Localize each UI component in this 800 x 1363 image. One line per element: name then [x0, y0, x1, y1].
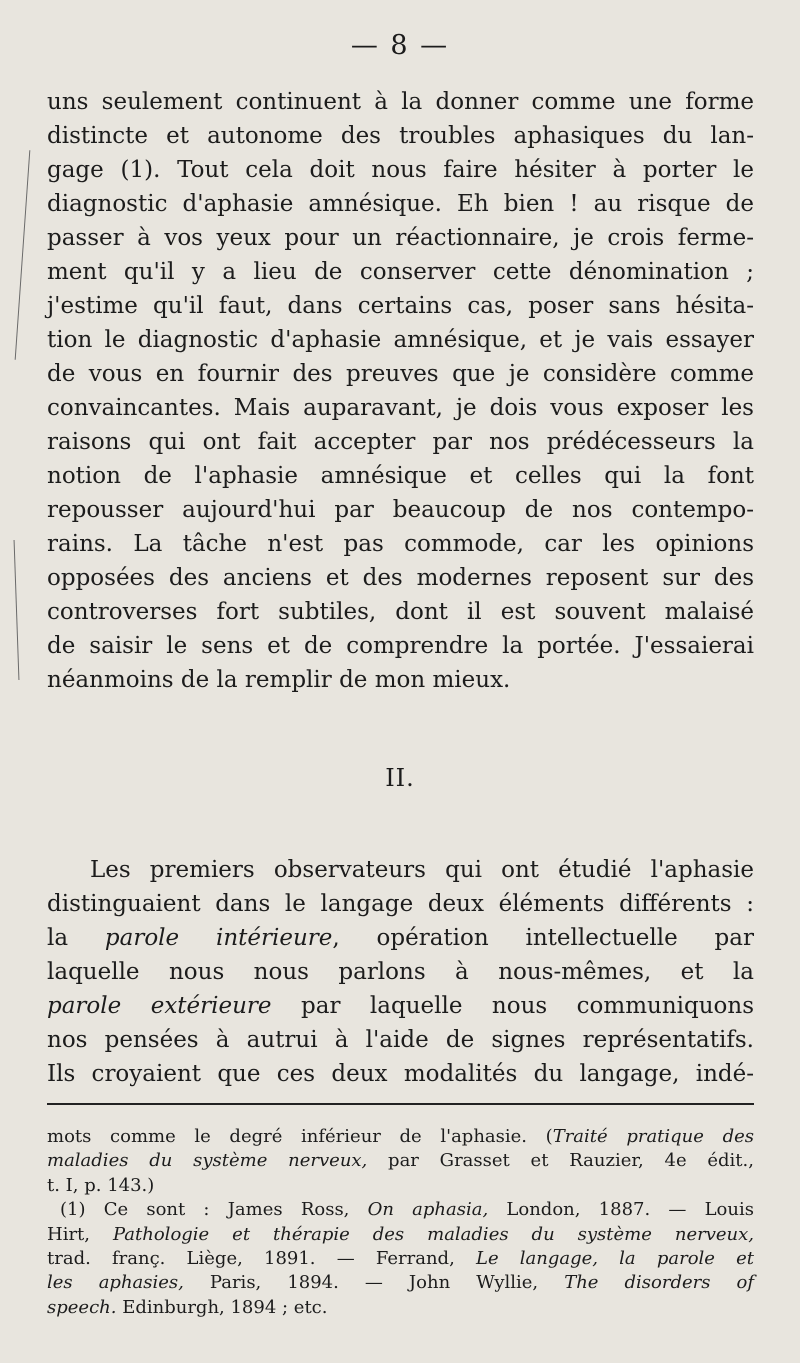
- text-line: distincte et autonome des troubles aphasiques du lan-: [47, 123, 754, 149]
- page-number: — 8 —: [350, 30, 450, 61]
- text-line: tion le diagnostic d'aphasie amnésique, et je vais essayer: [47, 327, 754, 353]
- text-line: diagnostic d'aphasie amnésique. Eh bien ! au risque de: [47, 191, 754, 217]
- text-line: la parole intérieure, opération intellectuelle par: [47, 925, 754, 951]
- text-line: raisons qui ont fait accepter par nos prédécesseurs la: [47, 429, 754, 455]
- text-line: controverses fort subtiles, dont il est souvent malaisé: [47, 599, 754, 625]
- footnote-line: t. I, p. 143.): [47, 1174, 155, 1196]
- text-line: notion de l'aphasie amnésique et celles qui la font: [47, 463, 754, 489]
- text-line: repousser aujourd'hui par beaucoup de nos contempo-: [47, 497, 754, 523]
- footnote-line: les aphasies, Paris, 1894. — John Wyllie, The disorders of: [47, 1272, 754, 1294]
- text-line: convaincantes. Mais auparavant, je dois vous exposer les: [47, 395, 754, 421]
- text-line: distinguaient dans le langage deux éléments différents :: [47, 891, 754, 917]
- body-paragraph-1: [47, 85, 754, 697]
- text-line: gage (1). Tout cela doit nous faire hésiter à porter le: [47, 157, 754, 183]
- footnote-line: speech. Edinburgh, 1894 ; etc.: [47, 1296, 328, 1318]
- footnote-line: mots comme le degré inférieur de l'aphasie. (Traité pratique des: [47, 1126, 754, 1147]
- footnote-line: trad. franç. Liège, 1891. — Ferrand, Le langage, la parole et: [47, 1247, 754, 1269]
- footnotes: [47, 1125, 754, 1320]
- text-line: nos pensées à autrui à l'aide de signes représentatifs.: [47, 1027, 754, 1053]
- text-line: néanmoins de la remplir de mon mieux.: [47, 667, 511, 693]
- footnote-line: Hirt, Pathologie et thérapie des maladies du système nerveux,: [47, 1223, 754, 1245]
- margin-pencil-mark: [15, 150, 31, 360]
- text-line: parole extérieure par laquelle nous communiquons: [47, 993, 755, 1019]
- footnote-line: (1) Ce sont : James Ross, On aphasia, London, 1887. — Louis: [60, 1199, 754, 1221]
- text-line: de saisir le sens et de comprendre la portée. J'essaierai: [47, 633, 754, 659]
- text-line: ment qu'il y a lieu de conserver cette dénomination ;: [47, 259, 754, 285]
- text-line: de vous en fournir des preuves que je considère comme: [47, 361, 754, 387]
- italic-term: parole intérieure: [104, 925, 333, 951]
- italic-term: parole extérieure: [47, 993, 272, 1019]
- section-heading: II.: [385, 764, 415, 792]
- text-line: j'estime qu'il faut, dans certains cas, poser sans hésita-: [47, 293, 754, 319]
- body-paragraph-2: [47, 853, 754, 1091]
- text-line: passer à vos yeux pour un réactionnaire, je crois ferme-: [47, 225, 754, 251]
- text-line: rains. La tâche n'est pas commode, car les opinions: [47, 531, 754, 557]
- text-line: laquelle nous nous parlons à nous-mêmes, et la: [47, 959, 754, 985]
- text-line: Les premiers observateurs qui ont étudié l'aphasie: [90, 857, 754, 883]
- text-line: opposées des anciens et des modernes reposent sur des: [47, 565, 754, 591]
- text-line: uns seulement continuent à la donner comme une forme: [47, 89, 754, 115]
- footnote-line: maladies du système nerveux, par Grasset et Rauzier, 4e édit.,: [47, 1150, 754, 1172]
- text-line: Ils croyaient que ces deux modalités du langage, indé-: [47, 1061, 754, 1087]
- footnote-separator: [47, 1103, 754, 1105]
- margin-pencil-mark: [14, 540, 20, 680]
